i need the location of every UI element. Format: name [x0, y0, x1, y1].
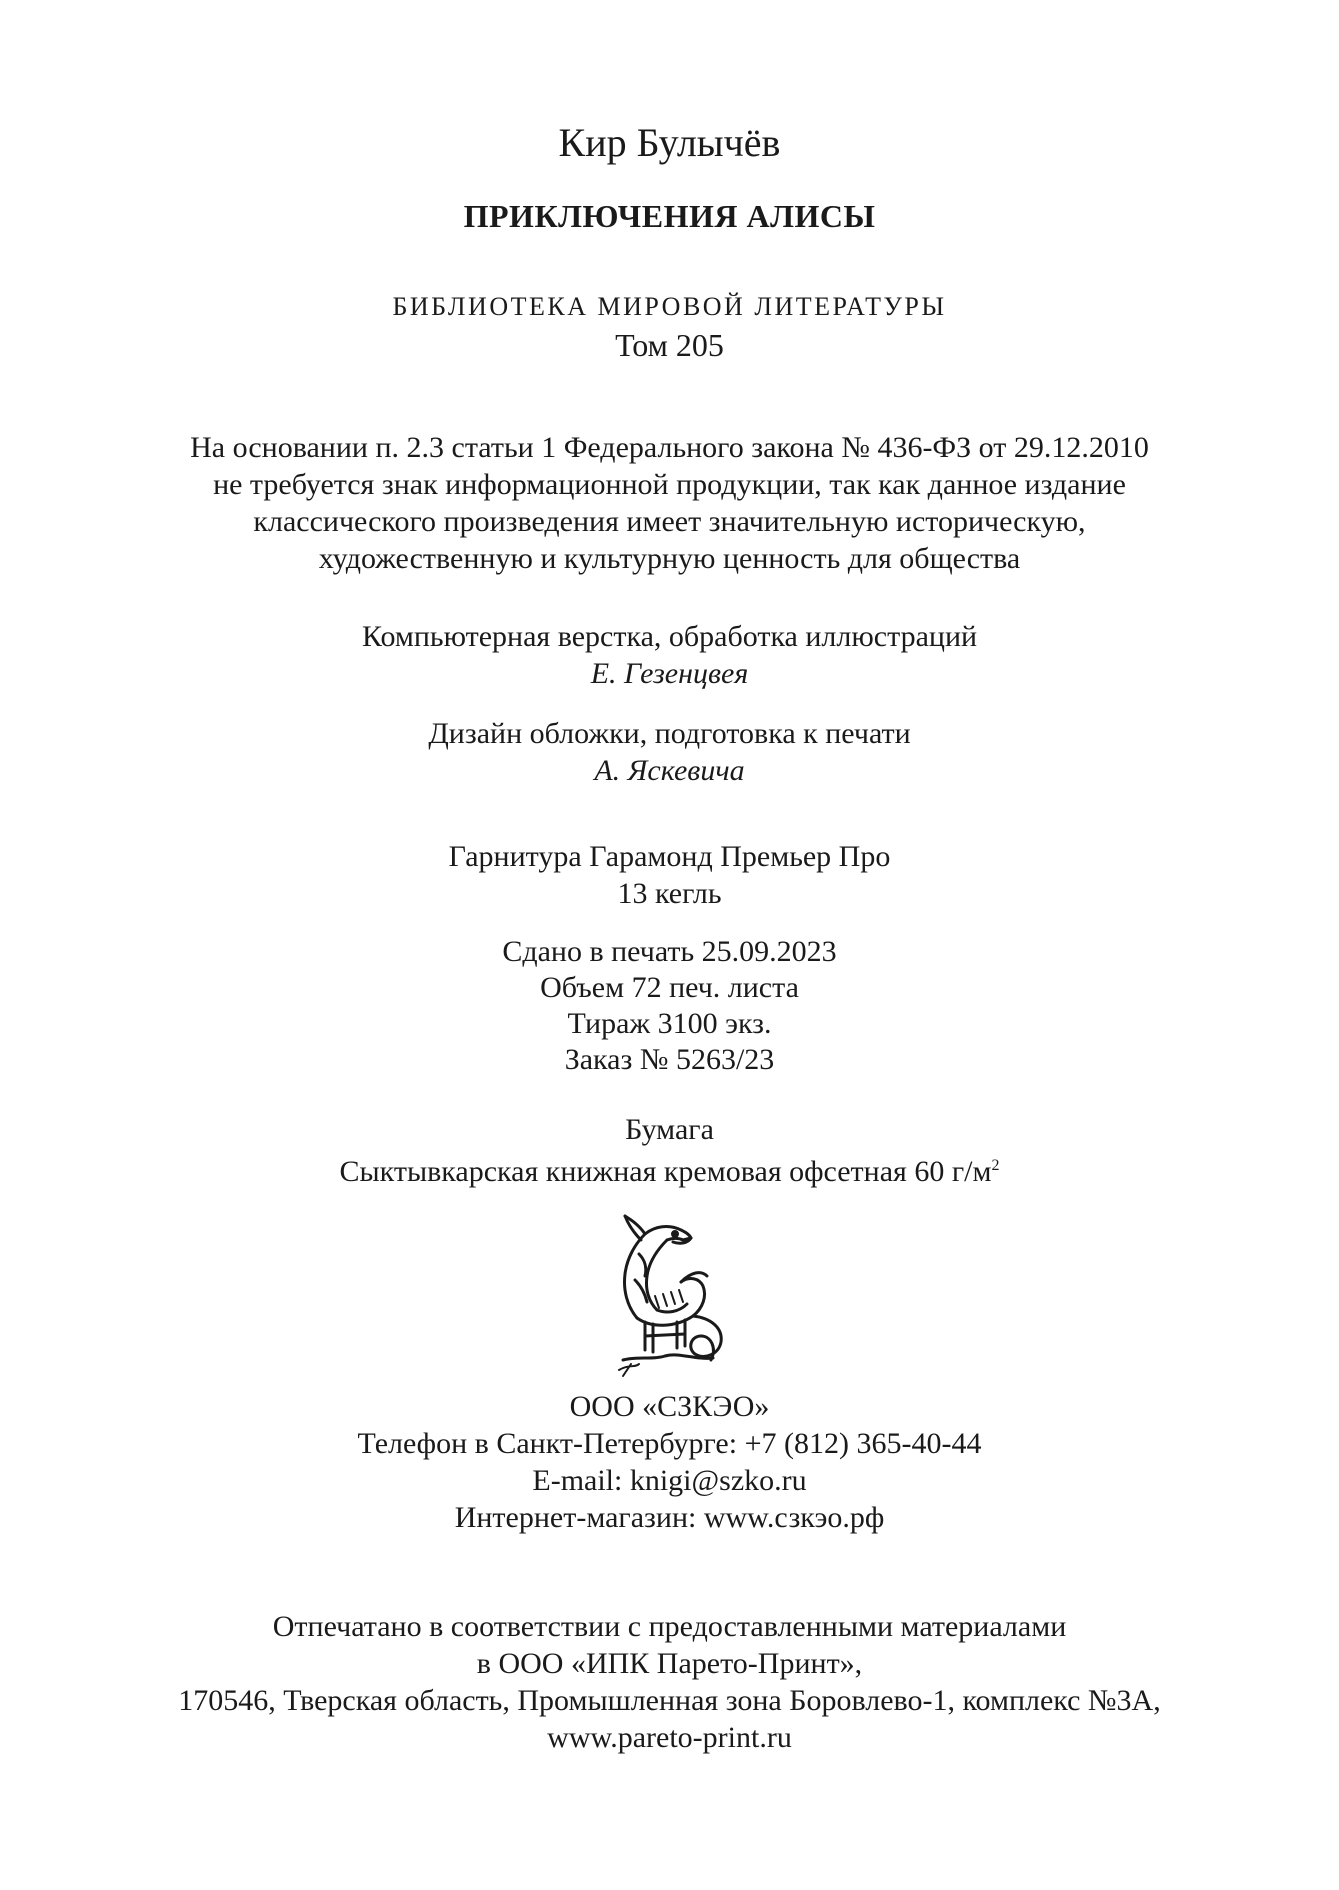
- printer-line: Отпечатано в соответствии с предоставленными материалами: [272, 1610, 1067, 1643]
- font-size-info: 13 кегль: [617, 877, 722, 910]
- paper-unit-superscript: 2: [991, 1157, 1000, 1174]
- volume-number: Том 205: [615, 327, 724, 363]
- series-name: БИБЛИОТЕКА МИРОВОЙ ЛИТЕРАТУРЫ: [392, 292, 947, 321]
- printer-line: www.pareto-print.ru: [547, 1721, 792, 1754]
- layout-credit-person: Е. Гезенцвея: [590, 657, 749, 690]
- design-credit-role: Дизайн обложки, подготовка к печати: [428, 717, 911, 750]
- publisher-shop: Интернет-магазин: www.сзкэо.рф: [454, 1501, 885, 1534]
- legal-notice-line: не требуется знак информационной продукции, так как данное издание: [213, 468, 1126, 501]
- print-volume: Объем 72 печ. листа: [540, 971, 799, 1004]
- order-number: Заказ № 5263/23: [564, 1043, 775, 1076]
- publisher-phone: Телефон в Санкт-Петербурге: +7 (812) 365-40-44: [357, 1427, 982, 1460]
- design-credit-person: А. Яскевича: [594, 754, 745, 787]
- paper-type: [0, 1148, 1339, 1190]
- publisher-email: E-mail: knigi@szko.ru: [532, 1464, 807, 1497]
- publisher-name: ООО «СЗКЭО»: [569, 1390, 770, 1423]
- paper-type-text: Сыктывкарская книжная кремовая офсетная 60 г/м: [339, 1155, 992, 1188]
- printer-line: 170546, Тверская область, Промышленная зона Боровлево-1, комплекс №3А,: [178, 1684, 1161, 1717]
- typeface-info: Гарнитура Гарамонд Премьер Про: [448, 840, 891, 873]
- author-name: Кир Булычёв: [558, 120, 781, 165]
- legal-notice-line: классического произведения имеет значительную историческую,: [253, 505, 1086, 538]
- print-run: Тираж 3100 экз.: [567, 1007, 772, 1040]
- layout-credit-role: Компьютерная верстка, обработка иллюстраций: [361, 620, 978, 653]
- paper-label: Бумага: [625, 1113, 714, 1146]
- printer-line: в ООО «ИПК Парето-Принт»,: [476, 1647, 863, 1680]
- book-title: ПРИКЛЮЧЕНИЯ АЛИСЫ: [463, 198, 876, 234]
- legal-notice-line: На основании п. 2.3 статьи 1 Федерального закона № 436-ФЗ от 29.12.2010: [190, 431, 1149, 464]
- griffin-logo-icon: [595, 1210, 745, 1380]
- legal-notice-line: художественную и культурную ценность для общества: [318, 542, 1021, 575]
- print-submitted-date: Сдано в печать 25.09.2023: [502, 935, 837, 968]
